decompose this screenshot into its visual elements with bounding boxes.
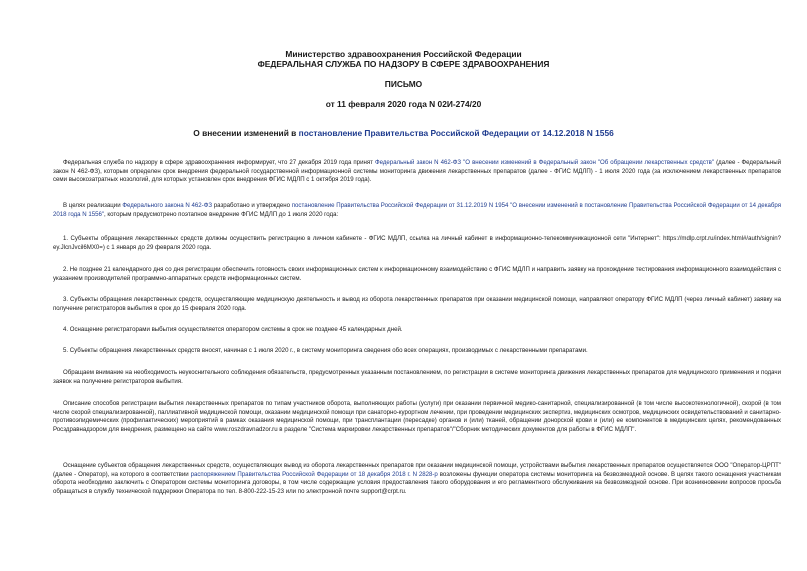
list-item-5: 5. Субъекты обращения лекарственных средств вносят, начиная с 1 июля 2020 г., в систему мониторинга сведения обо всех операциях, производимых с лекарственными препаратами. [63, 347, 588, 354]
list-item-3: 3. Субъекты обращения лекарственных средств, осуществляющие медицинскую деятельность и вывод из оборота лекарственных препаратов при оказании медицинской помощи, направляют оператору ФГИС МДЛП (через личный кабинет) заявку на получение регистраторов выбытия в срок до 15 февраля 2020 года. [53, 296, 781, 312]
document-title [0, 128, 807, 138]
law-462-link[interactable]: Федеральный закон N 462-ФЗ "О внесении изменений в Федеральный закон "Об обращении лекарственных средств" [374, 159, 715, 166]
law-462-short-link[interactable]: Федерального закона N 462-ФЗ [122, 202, 213, 209]
document-date-number: от 11 февраля 2020 года N 02И-274/20 [325, 99, 482, 109]
list-item-1: 1. Субъекты обращения лекарственных средств должны осуществить регистрацию в личном кабинете - ФГИС МДЛП, ссылка на личный кабинет в информационно-телекоммуникационной сети "Интернет": https://mdlp.crpt.ru/index.html#/auth/signin?ey.JlcnJvcil6MX0=) с 1 января до 29 февраля 2020 года. [53, 235, 781, 251]
order-2828-link[interactable]: распоряжением Правительства Российской Федерации от 18 декабря 2018 г. N 2828-р [190, 470, 438, 478]
text: В целях реализации [63, 202, 123, 209]
title-link[interactable]: постановление Правительства Российской Федерации от 14.12.2018 N 1556 [298, 128, 614, 138]
resolution-1954-link[interactable]: постановление Правительства Российской Федерации от 31.12.2019 N 1954 "О внесении изменений в постановление Правительства Российской Федерации от 14 декабря 2018 года N 1556" [53, 202, 781, 218]
list-item-4: 4. Оснащение регистраторами выбытия осуществляется оператором системы в срок не позднее 45 календарных дней. [63, 326, 403, 333]
paragraph-description: Описание способов регистрации выбытия лекарственных препаратов по типам участников оборота, выполняющих работы (услуги) при оказании первичной медико-санитарной, специализированной (в том числе высокотехнологичной), скорой (в том числе скорой специализированной), паллиативной медицинской помощи, оказании медицинской помощи при санаторно-курортном лечении, при проведении медицинских экспертиз, медицинских осмотров, медицинских освидетельствований и санитарно-противоэпидемических (профилактических) мероприятий в рамках оказания медицинской помощи, при трансплантации (пересадке) органов и (или) тканей, обращении донорской крови и (или) ее компонентов в медицинских целях, рекомендованных Росздравнадзором для внедрения, размещено на сайте www.roszdravnadzor.ru в разделе "Система маркировки лекарственных препаратов"/"Сборник методических документов для работы в ФГИС МДЛП". [53, 400, 781, 433]
text: Федеральная служба по надзору в сфере здравоохранения информирует, что 27 декабря 2019 года принят [63, 159, 375, 166]
text: Оснащение субъектов обращения лекарственных средств, осуществляющих вывод из оборота лекарственных препаратов при оказании медицинской помощи, устройствами выбытия лекарственных препаратов осуществляется ООО "Оператор-ЦРПТ" (далее - Оператор), на которого в соответствии [53, 462, 781, 478]
paragraph-implementation [53, 202, 781, 219]
paragraph-intro [53, 159, 781, 185]
text: возложены функции оператора системы мониторинга на безвозмездной основе. В целях такого оснащения участникам оборота необходимо заключить с Оператором системы мониторинга договоры, в том числе содержащие условия предоставления такого оборудования и его регламентного обслуживания на безвозмездной основе. При возникновении вопросов просьба обращаться в службу технической поддержки Оператора по тел. 8-800-222-15-23 или по электронной почте support@crpt.ru. [53, 470, 781, 495]
service-name: ФЕДЕРАЛЬНАЯ СЛУЖБА ПО НАДЗОРУ В СФЕРЕ ЗДРАВООХРАНЕНИЯ [257, 59, 550, 69]
list-item-2: 2. Не позднее 21 календарного дня со дня регистрации обеспечить готовность своих информационных систем к информационному взаимодействию с ФГИС МДЛП и направить заявку на прохождение тестирования информационного взаимодействия с указанием производителей программно-аппаратных средств информационных систем. [53, 266, 781, 282]
paragraph-equipment [53, 462, 781, 496]
ministry-name: Министерство здравоохранения Российской Федерации [285, 49, 522, 59]
text: (далее - Федеральный закон N 462-ФЗ), которым определен срок внедрения федеральной государственной информационной системы мониторинга движения лекарственных препаратов (далее - ФГИС МДЛП) - 1 июля 2020 года (за исключением лекарственных препаратов семи высокозатратных нозологий, для которых установлен срок внедрения ФГИС МДЛП с 1 октября 2019 года). [53, 159, 781, 184]
document-type: ПИСЬМО [384, 79, 423, 89]
title-prefix: О внесении изменений в [193, 128, 299, 138]
text: разработано и утверждено [212, 202, 292, 209]
text: , которым предусмотрено поэтапное внедрение ФГИС МДЛП до 1 июля 2020 года: [104, 210, 339, 218]
paragraph-attention: Обращаем внимание на необходимость неукоснительного соблюдения обязательств, предусмотренных указанным постановлением, по регистрации в системе мониторинга движения лекарственных препаратов для медицинского применения и подачи заявок на получение регистраторов выбытия. [53, 369, 781, 385]
